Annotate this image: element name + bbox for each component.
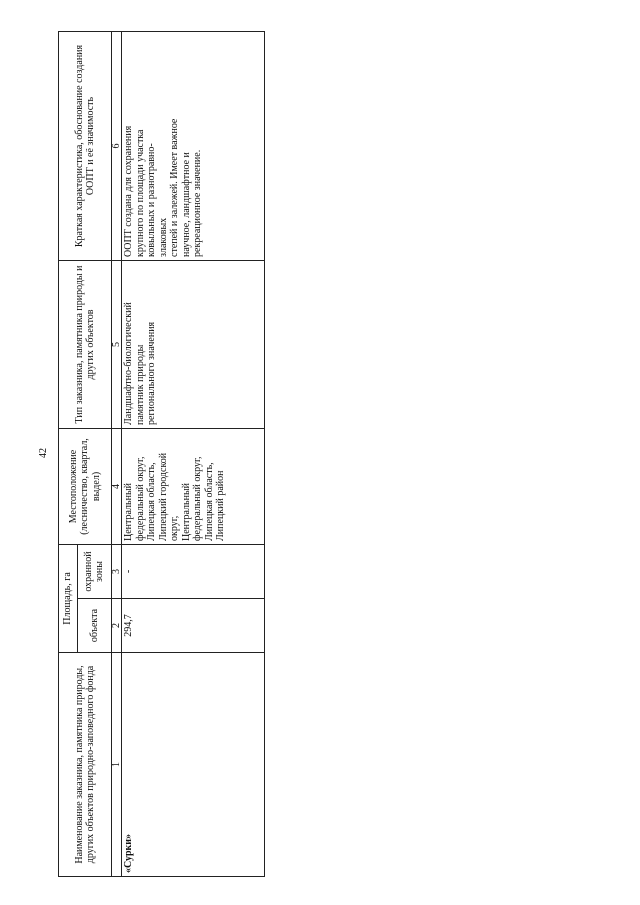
header-area-zone: охранной зоны — [77, 544, 111, 598]
cell-name: «Сурки» — [122, 653, 265, 877]
page-number: 42 — [38, 448, 49, 458]
header-name: Наименование заказника, памятника природы, других объектов природно-заповедного фонда — [59, 653, 112, 877]
header-location: Местоположение (лесничество, квартал, выдел) — [59, 428, 112, 544]
cell-description: ООПТ создана для сохранения крупного по площади участка ковыльных и разнотравно- злаковых степей и залежей. Имеет важное научное, ландшафтное и рекреационное значение. — [122, 31, 265, 260]
cell-location: Центральный федеральный округ, Липецкая область, Липецкий городской округ, Центральный федеральный округ, Липецкая область, Липецкий район — [122, 428, 265, 544]
column-number: 1 — [112, 653, 122, 877]
cell-area-object: 294,7 — [122, 599, 265, 653]
header-type: Тип заказника, памятника природы и других объектов — [59, 260, 112, 428]
cell-area-zone: - — [122, 544, 265, 598]
cell-type: Ландшафтно-биологический памятник природы регионального значения — [122, 260, 265, 428]
column-number: 5 — [112, 260, 122, 428]
column-number: 2 — [112, 599, 122, 653]
table-row — [122, 31, 265, 876]
column-number: 6 — [112, 31, 122, 260]
protected-areas-table — [58, 31, 265, 877]
rotated-table-container — [58, 32, 265, 877]
column-number: 4 — [112, 428, 122, 544]
column-number: 3 — [112, 544, 122, 598]
header-area-object: объекта — [77, 599, 111, 653]
header-area: Площадь, га — [59, 544, 78, 652]
header-description: Краткая характеристика, обоснование создания ООПТ и её значимость — [59, 31, 112, 260]
